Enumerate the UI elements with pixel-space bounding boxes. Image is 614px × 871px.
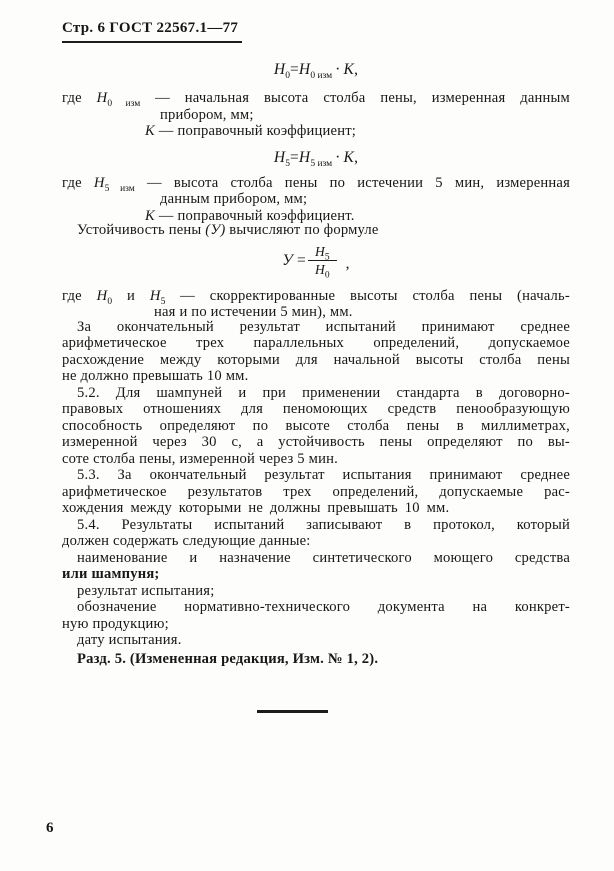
paragraph-line: 5.4. Результаты испытаний записывают в протокол, который [77, 516, 570, 533]
page-number: 6 [46, 820, 54, 836]
page-header: Стр. 6 ГОСТ 22567.1—77 [62, 20, 242, 43]
fraction-denominator: $H_0$ [314, 261, 330, 281]
dash: — [155, 90, 170, 106]
where-block-h0 [62, 90, 570, 140]
formula-h5 [62, 150, 570, 167]
paragraph-5-4 [62, 517, 570, 550]
paragraph-line: хождения между которыми не должны превышать 10 мм. [62, 500, 450, 516]
list-item: обозначение нормативно-технического документа на конкрет- [77, 599, 570, 615]
protocol-items-list [62, 550, 570, 649]
paragraph-line: арифметическое результатов трех определений, допускаемые рас- [62, 483, 570, 500]
definition-text: поправочный коэффициент. [177, 207, 355, 224]
list-item-continuation: или шампуня; [62, 566, 160, 582]
paragraph-line: не должно превышать 10 мм. [62, 368, 249, 384]
formula-subscript: 5 [285, 158, 290, 169]
sentence-text: Устойчивость пены [77, 222, 206, 238]
fraction-numerator: $H_5$ [308, 244, 337, 261]
paragraph-5-3 [62, 467, 570, 517]
equals-sign: = [289, 148, 299, 166]
paragraph-line: За окончательный результат испытаний принимают среднее [77, 318, 570, 335]
paragraph-line: арифметическое трех параллельных определений, допускаемое [62, 335, 570, 351]
multiplication-dot: · [335, 61, 341, 78]
list-item: дату испытания. [77, 632, 182, 648]
dash: — [180, 287, 195, 304]
where-word: где [62, 174, 82, 191]
formula-subscript: 5 изм [310, 158, 333, 169]
formula-comma: , [354, 148, 359, 166]
formula-subscript: 5 [160, 296, 166, 307]
equals-sign: = [289, 61, 299, 78]
formula-variable: H [96, 287, 108, 304]
paragraph-line: 5.2. Для шампуней и при применении стандарта в договорно- [77, 384, 570, 401]
fraction [308, 243, 337, 281]
formula-subscript: 5 изм [104, 183, 135, 194]
definition-text: скорректированные высоты столба пены (началь- [209, 287, 570, 304]
paragraph-line: способность определяют по высоте столба пены в миллиметрах, [62, 417, 570, 434]
formula-comma: , [345, 254, 350, 272]
where-line-k [62, 123, 570, 140]
where-line-continuation: ная и по истечении 5 мин), мм. [154, 304, 353, 320]
formula-variable: K [343, 148, 355, 166]
formula-subscript: 0 изм [107, 98, 141, 109]
fraction-left [282, 251, 306, 270]
stability-sentence [62, 222, 570, 239]
dash: — [158, 207, 174, 224]
paragraph-line: должен содержать следующие данные: [62, 533, 311, 549]
where-word: где [62, 287, 82, 304]
formula-variable: K [145, 207, 155, 224]
paragraph-line: 5.3. За окончательный результат испытания принимают среднее [77, 467, 570, 483]
list-item: результат испытания; [77, 582, 215, 599]
formula-stability [62, 244, 570, 284]
where-line [62, 90, 570, 107]
paragraph-line: соте столба пены, измеренной через 5 мин. [62, 450, 338, 467]
multiplication-dot: · [335, 148, 341, 166]
where-line-continuation: прибором, мм; [160, 106, 254, 123]
definition-text: начальная высота столба пены, измеренная данным [184, 90, 570, 106]
formula-variable: K [145, 123, 155, 139]
formula-variable: H [96, 90, 108, 106]
dash: — [146, 174, 162, 191]
formula-subscript: 0 изм [310, 71, 333, 82]
list-item-continuation: ную продукцию; [62, 615, 169, 632]
revision-note: Разд. 5. (Измененная редакция, Изм. № 1, 2). [77, 650, 379, 667]
formula-variable: H [273, 148, 286, 166]
equals-sign: = [296, 251, 306, 269]
paragraph-5-2 [62, 385, 570, 468]
definition-text: поправочный коэффициент; [177, 123, 357, 139]
definition-text: высота столба пены по истечении 5 мин, измеренная [173, 174, 570, 191]
formula-variable: K [343, 61, 355, 78]
formula-variable: H [298, 61, 311, 78]
paragraph-final-result [62, 319, 570, 385]
sentence-text: вычисляют по формуле [225, 222, 379, 238]
section-end-divider [257, 710, 328, 713]
formula-h0 [62, 61, 570, 82]
dash: — [158, 123, 174, 139]
document-body [62, 62, 570, 667]
where-block-h5 [62, 175, 570, 225]
formula-variable: H [298, 148, 311, 166]
formula-variable: H [149, 287, 161, 304]
list-item: наименование и назначение синтетического моющего средства [77, 549, 570, 566]
where-line-continuation: данным прибором, мм; [160, 191, 308, 207]
paragraph-line: правовых отношениях для пеномоющих средств пенообразующую [62, 401, 570, 417]
paragraph-line: измеренной через 30 с, а устойчивость пены определяют по вы- [62, 434, 570, 450]
where-line [62, 288, 570, 305]
formula-comma: , [354, 61, 359, 78]
where-word: где [62, 90, 82, 106]
formula-variable: У [282, 251, 293, 269]
paragraph-line: расхождение между которыми для начальной высоты столба пены [62, 351, 570, 368]
where-block-stability [62, 288, 570, 321]
formula-variable: H [273, 61, 286, 78]
formula-subscript: 0 [107, 296, 113, 307]
where-line [62, 175, 570, 192]
formula-variable: H [93, 174, 105, 191]
formula-subscript: 0 [285, 71, 290, 82]
conjunction: и [126, 287, 135, 304]
formula-variable: (У) [205, 222, 226, 238]
